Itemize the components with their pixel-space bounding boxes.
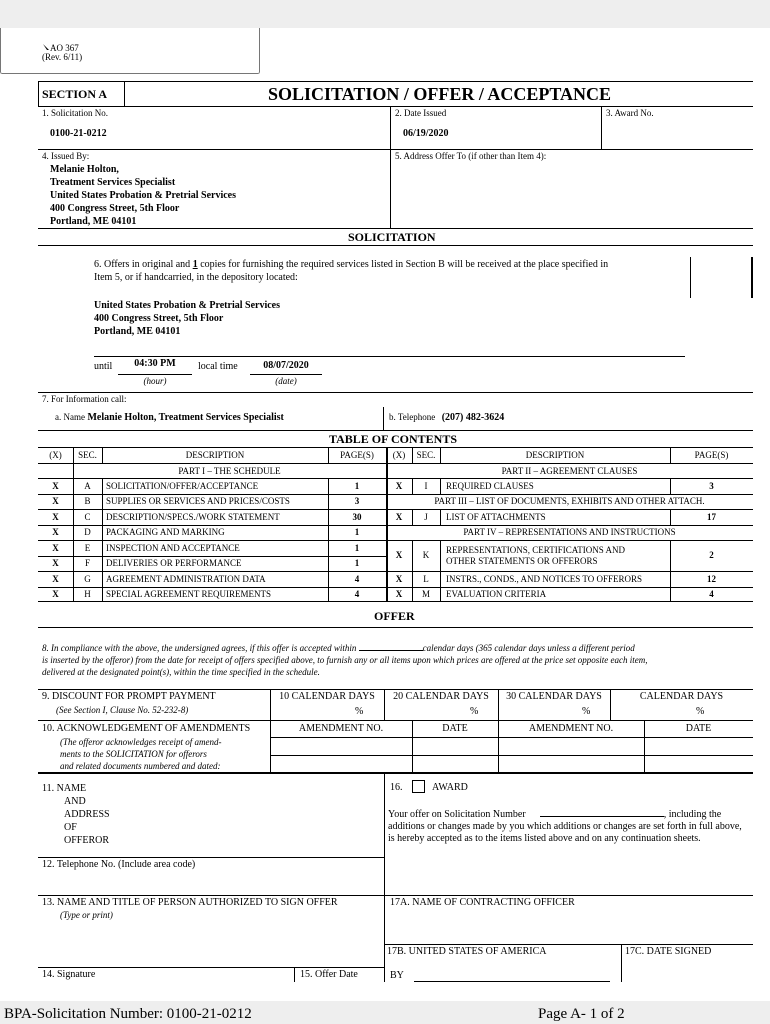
amendment-date-3[interactable]: [414, 757, 496, 771]
contracting-officer-input[interactable]: [392, 912, 750, 942]
ack-amendments-label: 10. ACKNOWLEDGEMENT OF AMENDMENTS: [42, 723, 251, 734]
amendment-no-4[interactable]: [500, 757, 642, 771]
signature-label: 14. Signature: [42, 969, 96, 980]
toc-col-x-left: (X): [49, 450, 62, 460]
amendment-date-4[interactable]: [646, 757, 751, 771]
local-time-label: local time: [198, 361, 238, 372]
form-number: AO 367: [42, 43, 79, 53]
item6-text-line2: Item 5, or if handcarried, in the depository located:: [94, 272, 298, 283]
solicitation-no-label: 1. Solicitation No.: [42, 108, 108, 118]
authorized-person-label: 13. NAME AND TITLE OF PERSON AUTHORIZED TO SIGN OFFER: [42, 897, 338, 908]
date-signed-label: 17C. DATE SIGNED: [625, 946, 712, 957]
hour-label: (hour): [143, 376, 167, 386]
discount-30-percent[interactable]: %: [582, 706, 591, 717]
discount-20-percent[interactable]: %: [470, 706, 479, 717]
toc-col-sec-right: SEC.: [416, 450, 436, 460]
footer-page-number: Page A- 1 of 2: [538, 1006, 625, 1022]
top-margin-band: [0, 0, 770, 28]
contact-telephone-row: b. Telephone (207) 482-3624: [389, 412, 505, 423]
amendment-date-2[interactable]: [646, 739, 751, 754]
toc-col-desc-right: DESCRIPTION: [525, 450, 585, 460]
address-offer-label: 5. Address Offer To (if other than Item 4):: [395, 151, 547, 161]
date-label: (date): [275, 376, 297, 386]
pen-icon: [42, 43, 50, 51]
date-issued: 06/19/2020: [403, 128, 449, 139]
item8-line2: is inserted by the offeror) from the date for receipt of offers specified above, to furnish any or all items upon which prices are offered at the price set opposite each item,: [42, 655, 648, 665]
discount-10-days: 10 CALENDAR DAYS: [279, 691, 375, 702]
depository-address: United States Probation & Pretrial Services 400 Congress Street, 5th Floor Portland, ME 04101: [94, 300, 280, 337]
toc-col-x-right: (X): [392, 450, 406, 460]
issued-by: Melanie Holton, Treatment Services Specialist United States Probation & Pretrial Services 400 Congress Street, 5th Floor Portland, ME 04101: [50, 164, 236, 227]
award-label: AWARD: [432, 782, 468, 793]
telephone-input[interactable]: [44, 873, 380, 891]
toc-part1: PART I – THE SCHEDULE: [178, 466, 281, 476]
usa-label: 17B. UNITED STATES OF AMERICA: [387, 946, 547, 957]
date-value: 08/07/2020: [263, 360, 309, 371]
offer-date-label: 15. Offer Date: [300, 969, 358, 980]
issued-by-label: 4. Issued By:: [42, 151, 90, 161]
item8-line3: delivered at the designated point(s), within the time specified in the schedule.: [42, 667, 320, 677]
amendment-no-3[interactable]: [272, 757, 410, 771]
offer-heading: OFFER: [374, 609, 415, 623]
discount-label: 9. DISCOUNT FOR PROMPT PAYMENT: [42, 691, 216, 702]
hour-value: 04:30 PM: [134, 358, 176, 369]
award-solicitation-number-blank[interactable]: [540, 808, 664, 817]
authorized-person-input[interactable]: [44, 924, 380, 964]
award-text-line3: is hereby accepted as to the items listed above and on any continuation sheets.: [388, 833, 701, 844]
amendment-date-1[interactable]: [414, 739, 496, 754]
amendment-no-1[interactable]: [272, 739, 410, 754]
amendment-date-header-1: DATE: [442, 723, 468, 734]
info-call-label: 7. For Information call:: [42, 394, 127, 404]
toc-col-pages-right: PAGE(S): [694, 450, 729, 460]
item6-text: 6. Offers in original and 1 copies for furnishing the required services listed in Section B will be received at the place specified in: [94, 259, 609, 270]
amendment-no-header-1: AMENDMENT NO.: [298, 723, 384, 734]
until-label: until: [94, 361, 113, 372]
toc-col-pages-left: PAGE(S): [340, 450, 374, 460]
telephone-label: 12. Telephone No. (Include area code): [42, 859, 196, 870]
offeror-name-address-label: 11. NAME AND ADDRESS OF OFFEROR: [42, 783, 110, 846]
calendar-days-blank[interactable]: [359, 643, 423, 651]
item8-line1: 8. In compliance with the above, the undersigned agrees, if this offer is accepted within calendar days (365 calendar days unless a different period: [42, 643, 635, 653]
date-issued-label: 2. Date Issued: [395, 108, 447, 118]
discount-other-percent[interactable]: %: [696, 706, 705, 717]
by-signature-line[interactable]: [414, 981, 610, 982]
toc-part3: PART III – LIST OF DOCUMENTS, EXHIBITS AND OTHER ATTACH.: [434, 496, 705, 506]
award-number-label: 16.: [390, 782, 403, 793]
toc-col-desc-left: DESCRIPTION: [185, 450, 245, 460]
by-label: BY: [390, 970, 404, 981]
toc-col-sec-left: SEC.: [78, 450, 97, 460]
contact-name-row: a. Name Melanie Holton, Treatment Services Specialist: [55, 412, 284, 423]
discount-20-days: 20 CALENDAR DAYS: [393, 691, 489, 702]
discount-other-days: CALENDAR DAYS: [639, 691, 724, 702]
toc-part4: PART IV – REPRESENTATIONS AND INSTRUCTIONS: [463, 527, 676, 537]
discount-sub: (See Section I, Clause No. 52-232-8): [56, 705, 189, 715]
award-text-line1: Your offer on Solicitation Number , including the: [388, 809, 722, 820]
solicitation-heading: SOLICITATION: [348, 230, 436, 244]
contracting-officer-label: 17A. NAME OF CONTRACTING OFFICER: [390, 897, 575, 908]
amendment-date-header-2: DATE: [685, 723, 712, 734]
award-checkbox[interactable]: [412, 780, 425, 793]
authorized-person-sub: (Type or print): [60, 910, 113, 920]
award-no-label: 3. Award No.: [606, 108, 654, 118]
amendment-no-header-2: AMENDMENT NO.: [528, 723, 614, 734]
amendment-no-2[interactable]: [500, 739, 642, 754]
section-label: SECTION A: [42, 87, 108, 101]
toc-heading: TABLE OF CONTENTS: [329, 432, 458, 446]
footer-solicitation-number: BPA-Solicitation Number: 0100-21-0212: [4, 1006, 252, 1022]
form-title: SOLICITATION / OFFER / ACCEPTANCE: [268, 84, 612, 104]
solicitation-no: 0100-21-0212: [50, 128, 107, 139]
form-revision: (Rev. 6/11): [42, 52, 83, 62]
discount-10-percent[interactable]: %: [355, 706, 364, 717]
award-text-line2: additions or changes made by you which additions or changes are set forth in full above,: [388, 821, 742, 832]
toc-part2: PART II – AGREEMENT CLAUSES: [501, 466, 638, 476]
ack-amendments-sub: (The offeror acknowledges receipt of amend- ments to the SOLICITATION for offerors and related documents numbered and dated:: [60, 737, 222, 771]
discount-30-days: 30 CALENDAR DAYS: [506, 691, 602, 702]
